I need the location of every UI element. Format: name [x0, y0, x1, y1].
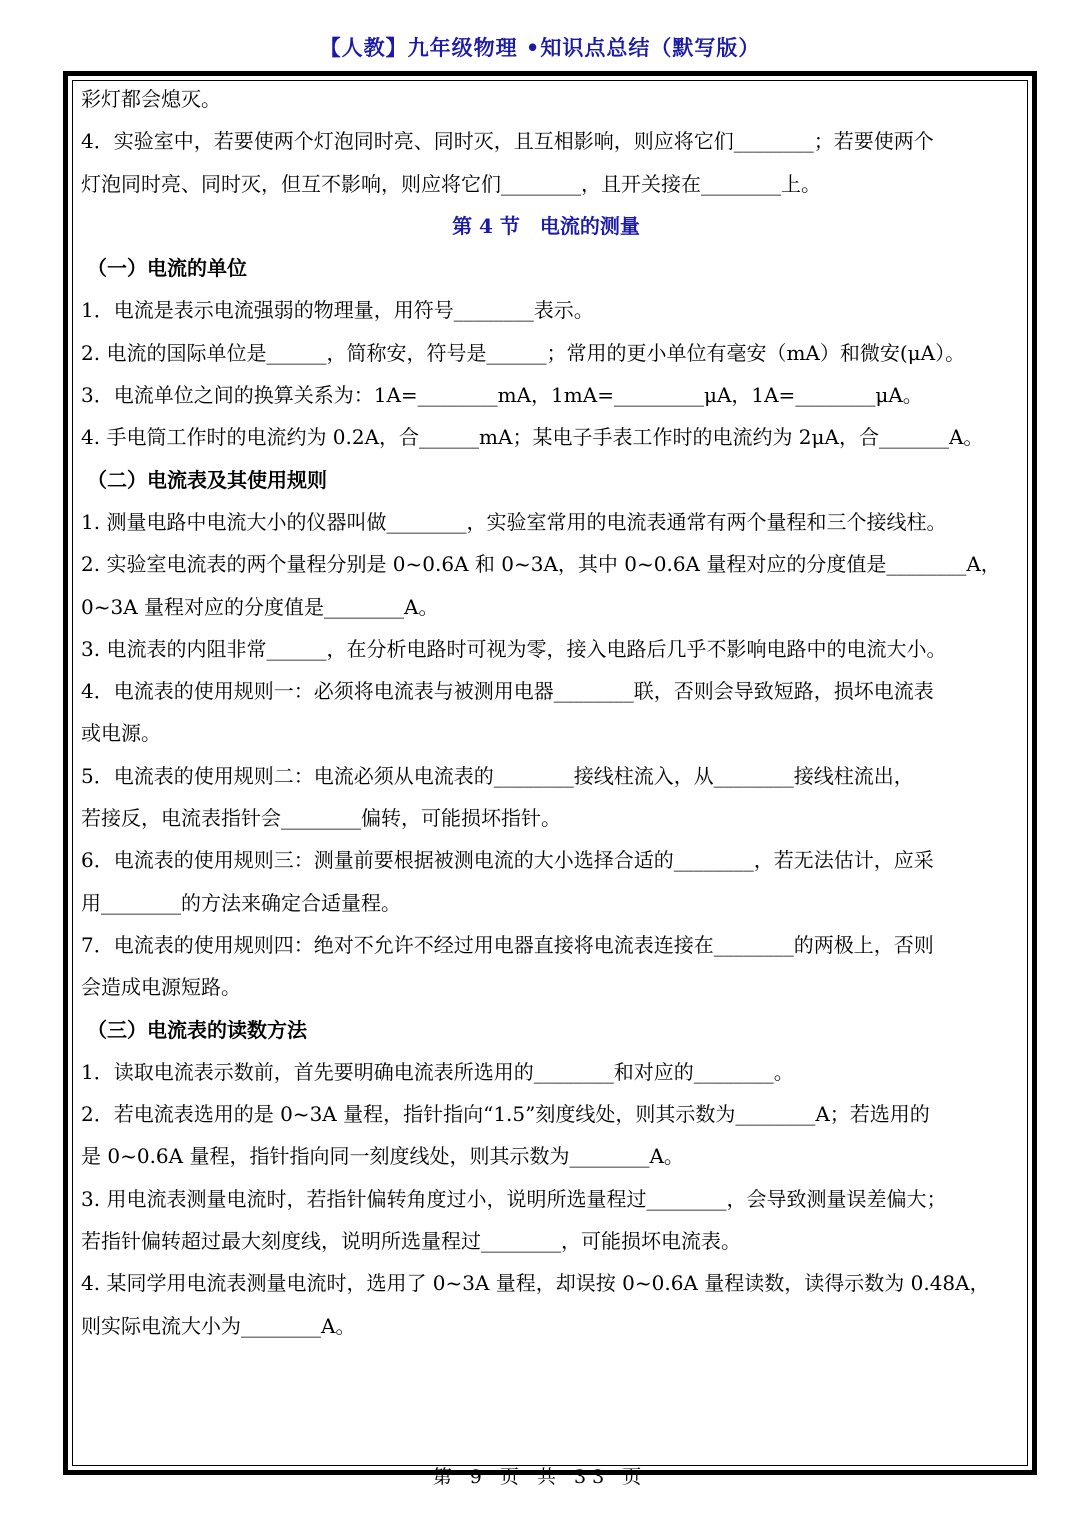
text-line: 彩灯都会熄灭。 [81, 87, 221, 111]
question-line: 7．电流表的使用规则四：绝对不允许不经过用电器直接将电流表连接在________的两极上，否则 [81, 932, 934, 957]
question-line: 若指针偏转超过最大刻度线，说明所选量程过________，可能损坏电流表。 [81, 1229, 741, 1254]
question-line: 0~3A 量程对应的分度值是________A。 [81, 594, 439, 619]
question-line: 会造成电源短路。 [81, 975, 241, 1000]
question-line: 灯泡同时亮、同时灭，但互不影响，则应将它们________，且开关接在________上。 [81, 171, 821, 196]
question-line: 是 0~0.6A 量程，指针指向同一刻度线处，则其示数为________A。 [81, 1144, 684, 1169]
question-line: 4. 某同学用电流表测量电流时，选用了 0~3A 量程，却误按 0~0.6A 量程读数，读得示数为 0.48A， [81, 1271, 990, 1296]
question-line: 6．电流表的使用规则三：测量前要根据被测电流的大小选择合适的________，若无法估计，应采 [81, 848, 934, 873]
subsection-heading: （二）电流表及其使用规则 [87, 467, 327, 492]
question-line: 2. 电流的国际单位是______，简称安，符号是______；常用的更小单位有毫安（mA）和微安(μA）。 [81, 340, 966, 365]
question-line: 4．电流表的使用规则一：必须将电流表与被测用电器________联，否则会导致短路，损坏电流表 [81, 679, 934, 704]
question-line: 或电源。 [81, 721, 161, 746]
document-header: 【人教】九年级物理 •知识点总结（默写版） [319, 35, 761, 60]
question-line: 4. 手电筒工作时的电流约为 0.2A，合______mA；某电子手表工作时的电流约为 2μA，合_______A。 [81, 425, 984, 450]
question-line: 2. 实验室电流表的两个量程分别是 0~0.6A 和 0~3A，其中 0~0.6A 量程对应的分度值是________A， [81, 552, 1001, 577]
question-line: 3. 电流表的内阻非常______，在分析电路时可视为零，接入电路后几乎不影响电路中的电流大小。 [81, 636, 947, 661]
question-line: 3. 用电流表测量电流时，若指针偏转角度过小，说明所选量程过________，会导致测量误差偏大； [81, 1186, 947, 1211]
subsection-heading: （一）电流的单位 [87, 256, 247, 281]
document-body [81, 78, 1011, 1347]
question-line: 则实际电流大小为________A。 [81, 1313, 356, 1338]
question-line: 1．电流是表示电流强弱的物理量，用符号________表示。 [81, 298, 594, 323]
question-line: 3．电流单位之间的换算关系为：1A=________mA，1mA=_________μA，1A=________μA。 [81, 383, 923, 408]
section-title: 第 4 节 电流的测量 [452, 213, 640, 238]
question-line: 5．电流表的使用规则二：电流必须从电流表的________接线柱流入，从________接线柱流出， [81, 763, 914, 788]
question-line: 若接反，电流表指针会________偏转，可能损坏指针。 [81, 806, 561, 831]
question-line: 1．读取电流表示数前，首先要明确电流表所选用的________和对应的________。 [81, 1059, 794, 1084]
subsection-heading: （三）电流表的读数方法 [87, 1017, 307, 1042]
question-line: 1. 测量电路中电流大小的仪器叫做________，实验室常用的电流表通常有两个量程和三个接线柱。 [81, 509, 947, 534]
question-line: 4．实验室中，若要使两个灯泡同时亮、同时灭，且互相影响，则应将它们________；若要使两个 [81, 129, 934, 154]
question-line: 用________的方法来确定合适量程。 [81, 890, 401, 915]
page-number-footer: 第 9 页 共 33 页 [432, 1466, 648, 1488]
question-line: 2．若电流表选用的是 0~3A 量程，指针指向“1.5”刻度线处，则其示数为________A；若选用的 [81, 1102, 930, 1127]
